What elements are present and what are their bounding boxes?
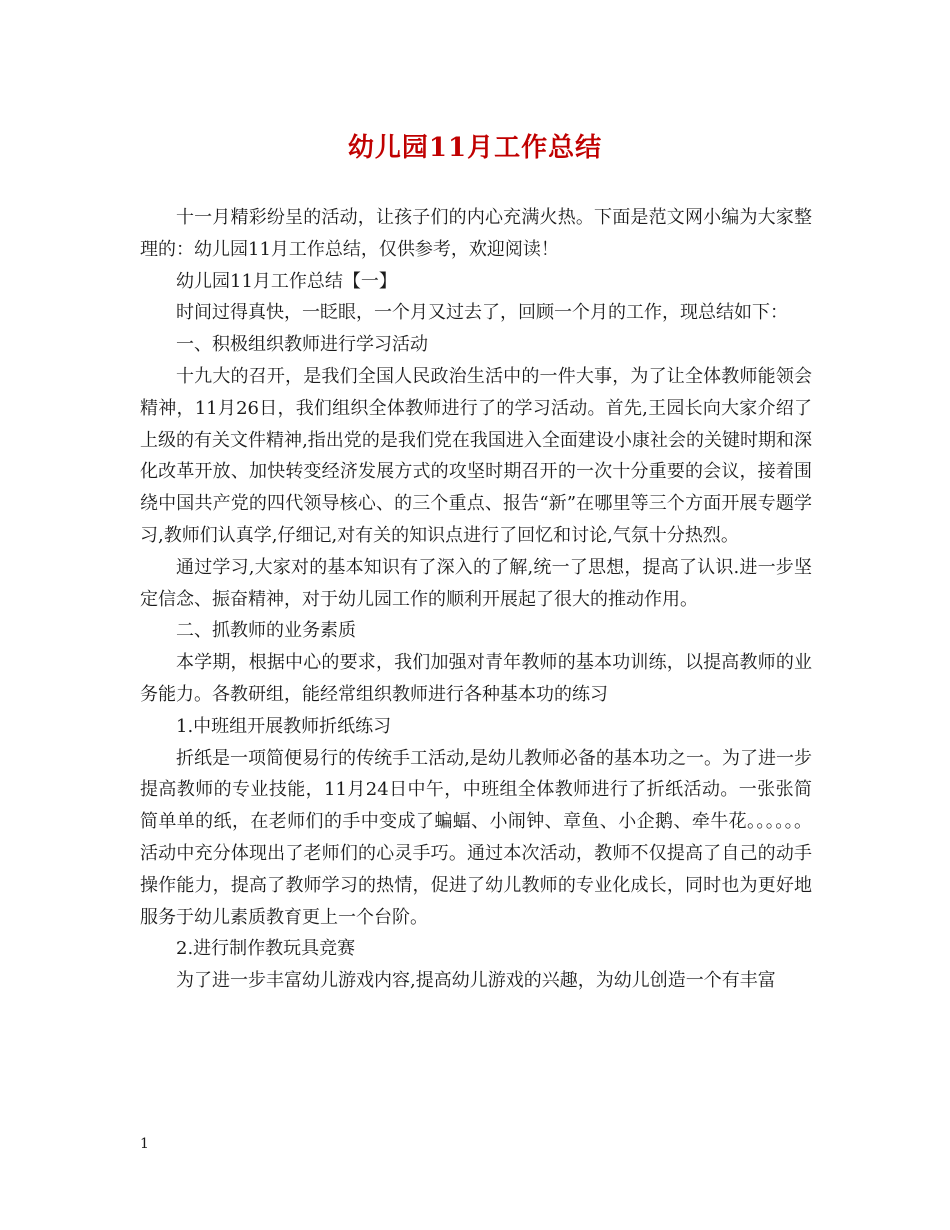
subsection-heading: 二、抓教师的业务素质 [176, 620, 356, 642]
document-title: 幼儿园11月工作总结 [347, 133, 603, 163]
list-heading: 1.中班组开展教师折纸练习 [176, 715, 392, 737]
paragraph: 本学期，根据中心的要求，我们加强对青年教师的基本功训练，以提高教师的业务能力。各教研组，能经常组织教师进行各种基本功的练习 [140, 652, 812, 705]
paragraph: 折纸是一项简便易行的传统手工活动,是幼儿教师必备的基本功之一。为了进一步提高教师的专业技能，11月24日中午，中班组全体教师进行了折纸活动。一张张简简单单的纸，在老师们的手中变成了蝙蝠、小闹钟、章鱼、小企鹅、牵牛花。。。。。。活动中充分体现出了老师们的心灵手巧。通过本次活动，教师不仅提高了自己的动手操作能力，提高了教师学习的热情，促进了幼儿教师的专业化成长，同时也为更好地服务于幼儿素质教育更上一个台阶。 [140, 747, 812, 928]
paragraph: 为了进一步丰富幼儿游戏内容,提高幼儿游戏的兴趣，为幼儿创造一个有丰富 [176, 970, 776, 992]
page-number: 1 [140, 1136, 149, 1152]
subsection-heading: 一、积极组织教师进行学习活动 [176, 334, 428, 356]
document-body [140, 202, 812, 997]
list-heading: 2.进行制作教玩具竞赛 [176, 938, 356, 960]
paragraph: 时间过得真快，一眨眼，一个月又过去了，回顾一个月的工作，现总结如下： [176, 302, 788, 324]
paragraph-intro: 十一月精彩纷呈的活动，让孩子们的内心充满火热。下面是范文网小编为大家整理的：幼儿园11月工作总结，仅供参考，欢迎阅读！ [140, 207, 812, 260]
section-heading: 幼儿园11月工作总结【一】 [176, 270, 397, 292]
paragraph: 通过学习,大家对的基本知识有了深入的了解,统一了思想，提高了认识.进一步坚定信念、振奋精神，对于幼儿园工作的顺利开展起了很大的推动作用。 [140, 556, 812, 610]
paragraph: 十九大的召开，是我们全国人民政治生活中的一件大事，为了让全体教师能领会精神，11月26日，我们组织全体教师进行了的学习活动。首先,王园长向大家介绍了上级的有关文件精神,指出党的是我们党在我国进入全面建设小康社会的关键时期和深化改革开放、加快转变经济发展方式的攻坚时期召开的一次十分重要的会议，接着围绕中国共产党的四代领导核心、的三个重点、报告“新”在哪里等三个方面开展专题学习,教师们认真学,仔细记,对有关的知识点进行了回忆和讨论,气氛十分热烈。 [140, 365, 812, 546]
